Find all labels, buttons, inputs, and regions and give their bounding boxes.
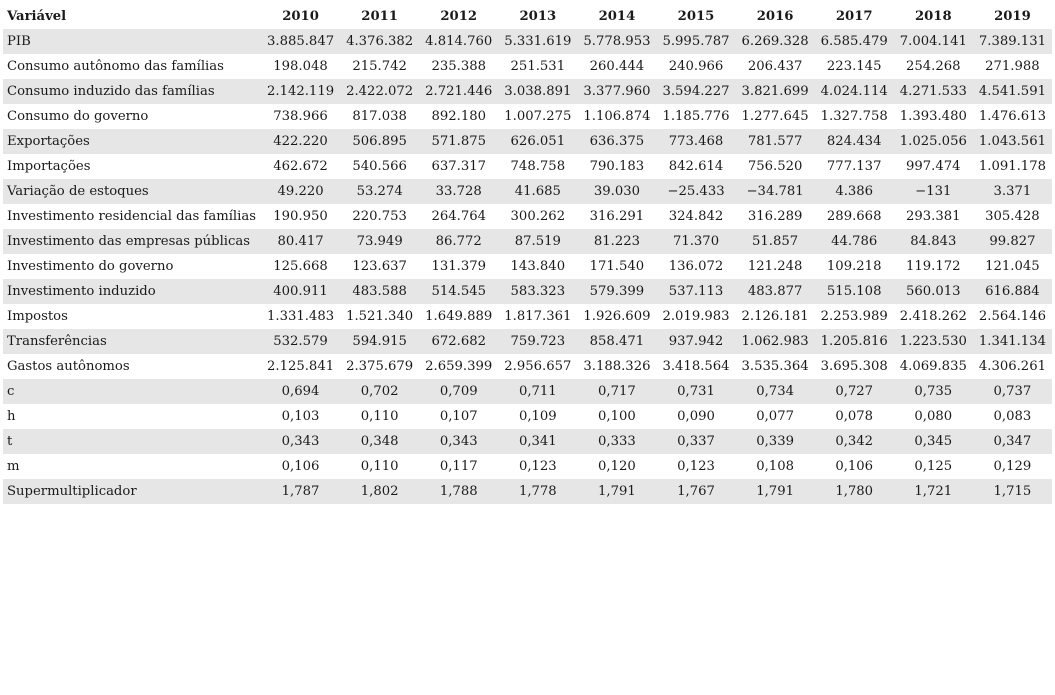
table-cell: 0,106 — [261, 454, 340, 479]
table-cell: 0,123 — [498, 454, 577, 479]
table-cell: 777.137 — [815, 154, 894, 179]
table-cell: 594.915 — [340, 329, 419, 354]
table-cell: 2.125.841 — [261, 354, 340, 379]
table-cell: 4.541.591 — [973, 79, 1052, 104]
table-cell: 324.842 — [656, 204, 735, 229]
table-cell: 0,734 — [736, 379, 815, 404]
table-cell: 1,715 — [973, 479, 1052, 504]
table-cell: 636.375 — [577, 129, 656, 154]
table-cell: 41.685 — [498, 179, 577, 204]
table-cell: 1.025.056 — [894, 129, 973, 154]
table-cell: 3.885.847 — [261, 29, 340, 54]
data-table — [3, 4, 1052, 504]
table-cell: 0,110 — [340, 404, 419, 429]
table-cell: 759.723 — [498, 329, 577, 354]
table-cell: 0,694 — [261, 379, 340, 404]
column-header-year: 2014 — [598, 9, 636, 24]
table-cell: 2.721.446 — [419, 79, 498, 104]
table-cell: 1.062.983 — [736, 329, 815, 354]
table-cell: 2.564.146 — [973, 304, 1052, 329]
table-cell: 0,108 — [736, 454, 815, 479]
table-cell: 125.668 — [261, 254, 340, 279]
table-cell: 773.468 — [656, 129, 735, 154]
table-row — [3, 304, 1052, 329]
table-cell: 579.399 — [577, 279, 656, 304]
table-cell: 4.069.835 — [894, 354, 973, 379]
table-cell: 3.418.564 — [656, 354, 735, 379]
table-cell: 190.950 — [261, 204, 340, 229]
table-cell: 1.476.613 — [973, 104, 1052, 129]
table-cell: 0,343 — [419, 429, 498, 454]
table-row — [3, 254, 1052, 279]
table-cell: 0,117 — [419, 454, 498, 479]
table-cell: 1.205.816 — [815, 329, 894, 354]
table-cell: 5.995.787 — [656, 29, 735, 54]
table-cell: 748.758 — [498, 154, 577, 179]
table-cell: 0,348 — [340, 429, 419, 454]
table-row — [3, 404, 1052, 429]
table-cell: 0,100 — [577, 404, 656, 429]
table-cell: 1.277.645 — [736, 104, 815, 129]
table-cell: 3.695.308 — [815, 354, 894, 379]
table-cell: 223.145 — [815, 54, 894, 79]
table-cell: 422.220 — [261, 129, 340, 154]
table-cell: 1,721 — [894, 479, 973, 504]
table-cell: 0,123 — [656, 454, 735, 479]
table-cell: 0,702 — [340, 379, 419, 404]
table-cell: 3.535.364 — [736, 354, 815, 379]
table-cell: 858.471 — [577, 329, 656, 354]
table-cell: 1,780 — [815, 479, 894, 504]
table-cell: 1.331.483 — [261, 304, 340, 329]
table-cell: 1,778 — [498, 479, 577, 504]
table-cell: −34.781 — [736, 179, 815, 204]
table-cell: 7.004.141 — [894, 29, 973, 54]
table-row — [3, 329, 1052, 354]
table-cell: 215.742 — [340, 54, 419, 79]
table-cell: 6.585.479 — [815, 29, 894, 54]
table-cell: 626.051 — [498, 129, 577, 154]
table-row — [3, 354, 1052, 379]
table-cell: 3.038.891 — [498, 79, 577, 104]
table-cell: 756.520 — [736, 154, 815, 179]
table-cell: 0,337 — [656, 429, 735, 454]
table-cell: 0,120 — [577, 454, 656, 479]
table-cell: 1.327.758 — [815, 104, 894, 129]
table-cell: −131 — [894, 179, 973, 204]
table-cell: 515.108 — [815, 279, 894, 304]
column-header-variable: Variável — [7, 9, 67, 24]
table-cell: 1,802 — [340, 479, 419, 504]
table-cell: 300.262 — [498, 204, 577, 229]
row-label: Supermultiplicador — [3, 479, 261, 504]
table-cell: 4.814.760 — [419, 29, 498, 54]
table-cell: 483.588 — [340, 279, 419, 304]
table-row — [3, 479, 1052, 504]
table-cell: 537.113 — [656, 279, 735, 304]
table-cell: 0,106 — [815, 454, 894, 479]
table-cell: 2.019.983 — [656, 304, 735, 329]
row-label: Investimento induzido — [3, 279, 261, 304]
table-cell: 51.857 — [736, 229, 815, 254]
row-label: Investimento residencial das famílias — [3, 204, 261, 229]
table-cell: 0,339 — [736, 429, 815, 454]
table-cell: 143.840 — [498, 254, 577, 279]
header-row — [3, 4, 1052, 29]
table-cell: 6.269.328 — [736, 29, 815, 54]
table-cell: 2.142.119 — [261, 79, 340, 104]
table-cell: 4.386 — [815, 179, 894, 204]
table-cell: 109.218 — [815, 254, 894, 279]
table-cell: 0,735 — [894, 379, 973, 404]
table-cell: 817.038 — [340, 104, 419, 129]
table-cell: 1.393.480 — [894, 104, 973, 129]
table-row — [3, 279, 1052, 304]
table-cell: 0,125 — [894, 454, 973, 479]
table-cell: 131.379 — [419, 254, 498, 279]
table-cell: 937.942 — [656, 329, 735, 354]
table-cell: 738.966 — [261, 104, 340, 129]
table-cell: 80.417 — [261, 229, 340, 254]
table-row — [3, 429, 1052, 454]
table-cell: 0,341 — [498, 429, 577, 454]
table-cell: 293.381 — [894, 204, 973, 229]
row-label: Importações — [3, 154, 261, 179]
column-header-year: 2016 — [756, 9, 794, 24]
table-cell: 1.043.561 — [973, 129, 1052, 154]
table-cell: 1.106.874 — [577, 104, 656, 129]
column-header-year: 2019 — [994, 9, 1031, 24]
table-cell: 506.895 — [340, 129, 419, 154]
table-cell: 2.375.679 — [340, 354, 419, 379]
row-label: Impostos — [3, 304, 261, 329]
table-cell: 1.007.275 — [498, 104, 577, 129]
table-cell: 254.268 — [894, 54, 973, 79]
table-cell: 39.030 — [577, 179, 656, 204]
table-cell: 240.966 — [656, 54, 735, 79]
table-cell: −25.433 — [656, 179, 735, 204]
table-cell: 0,077 — [736, 404, 815, 429]
table-cell: 3.821.699 — [736, 79, 815, 104]
table-cell: 3.371 — [973, 179, 1052, 204]
table-cell: 0,727 — [815, 379, 894, 404]
table-cell: 637.317 — [419, 154, 498, 179]
table-cell: 781.577 — [736, 129, 815, 154]
table-cell: 560.013 — [894, 279, 973, 304]
table-cell: 514.545 — [419, 279, 498, 304]
table-cell: 99.827 — [973, 229, 1052, 254]
table-cell: 0,737 — [973, 379, 1052, 404]
table-cell: 3.594.227 — [656, 79, 735, 104]
table-cell: 0,345 — [894, 429, 973, 454]
table-cell: 271.988 — [973, 54, 1052, 79]
table-row — [3, 29, 1052, 54]
table-cell: 483.877 — [736, 279, 815, 304]
table-cell: 0,333 — [577, 429, 656, 454]
row-label: Variação de estoques — [3, 179, 261, 204]
row-label: h — [3, 404, 261, 429]
table-cell: 583.323 — [498, 279, 577, 304]
table-cell: 121.045 — [973, 254, 1052, 279]
table-cell: 4.376.382 — [340, 29, 419, 54]
table-cell: 53.274 — [340, 179, 419, 204]
table-header — [3, 4, 1052, 29]
table-cell: 2.253.989 — [815, 304, 894, 329]
table-row — [3, 129, 1052, 154]
table-cell: 540.566 — [340, 154, 419, 179]
table-cell: 305.428 — [973, 204, 1052, 229]
table-cell: 316.291 — [577, 204, 656, 229]
table-cell: 87.519 — [498, 229, 577, 254]
table-cell: 400.911 — [261, 279, 340, 304]
table-cell: 73.949 — [340, 229, 419, 254]
table-cell: 0,110 — [340, 454, 419, 479]
row-label: Investimento das empresas públicas — [3, 229, 261, 254]
table-cell: 0,347 — [973, 429, 1052, 454]
table-cell: 824.434 — [815, 129, 894, 154]
table-cell: 1,767 — [656, 479, 735, 504]
table-cell: 892.180 — [419, 104, 498, 129]
table-row — [3, 454, 1052, 479]
column-header-year: 2010 — [282, 9, 319, 24]
row-label: m — [3, 454, 261, 479]
table-cell: 44.786 — [815, 229, 894, 254]
row-label: Gastos autônomos — [3, 354, 261, 379]
table-cell: 842.614 — [656, 154, 735, 179]
table-cell: 0,129 — [973, 454, 1052, 479]
table-cell: 220.753 — [340, 204, 419, 229]
row-label: Exportações — [3, 129, 261, 154]
table-cell: 462.672 — [261, 154, 340, 179]
table-cell: 0,107 — [419, 404, 498, 429]
table-cell: 0,343 — [261, 429, 340, 454]
table-cell: 1.185.776 — [656, 104, 735, 129]
table-row — [3, 204, 1052, 229]
table-cell: 616.884 — [973, 279, 1052, 304]
table-cell: 171.540 — [577, 254, 656, 279]
table-cell: 0,083 — [973, 404, 1052, 429]
table-cell: 1.926.609 — [577, 304, 656, 329]
table-cell: 0,717 — [577, 379, 656, 404]
table-row — [3, 229, 1052, 254]
table-row — [3, 379, 1052, 404]
table-cell: 0,109 — [498, 404, 577, 429]
table-cell: 1,791 — [736, 479, 815, 504]
table-cell: 2.418.262 — [894, 304, 973, 329]
table-cell: 4.306.261 — [973, 354, 1052, 379]
table-cell: 123.637 — [340, 254, 419, 279]
column-header-year: 2015 — [677, 9, 715, 24]
table-cell: 0,342 — [815, 429, 894, 454]
table-cell: 206.437 — [736, 54, 815, 79]
table-cell: 84.843 — [894, 229, 973, 254]
row-label: t — [3, 429, 261, 454]
table-row — [3, 54, 1052, 79]
column-header-year: 2012 — [440, 9, 478, 24]
table-cell: 571.875 — [419, 129, 498, 154]
table-cell: 198.048 — [261, 54, 340, 79]
table-cell: 1.091.178 — [973, 154, 1052, 179]
table-cell: 0,080 — [894, 404, 973, 429]
table-cell: 997.474 — [894, 154, 973, 179]
row-label: Transferências — [3, 329, 261, 354]
row-label: Consumo induzido das famílias — [3, 79, 261, 104]
column-header-year: 2013 — [519, 9, 557, 24]
table-cell: 1,788 — [419, 479, 498, 504]
table-cell: 3.188.326 — [577, 354, 656, 379]
table-row — [3, 154, 1052, 179]
table-cell: 289.668 — [815, 204, 894, 229]
table-cell: 1.521.340 — [340, 304, 419, 329]
table-cell: 0,709 — [419, 379, 498, 404]
table-cell: 2.422.072 — [340, 79, 419, 104]
table-cell: 7.389.131 — [973, 29, 1052, 54]
column-header-year: 2018 — [914, 9, 952, 24]
table-row — [3, 179, 1052, 204]
table-cell: 119.172 — [894, 254, 973, 279]
table-cell: 260.444 — [577, 54, 656, 79]
table-cell: 251.531 — [498, 54, 577, 79]
table-cell: 4.271.533 — [894, 79, 973, 104]
table-cell: 1,791 — [577, 479, 656, 504]
table-cell: 5.331.619 — [498, 29, 577, 54]
table-cell: 672.682 — [419, 329, 498, 354]
table-cell: 0,711 — [498, 379, 577, 404]
table-cell: 2.956.657 — [498, 354, 577, 379]
table-cell: 4.024.114 — [815, 79, 894, 104]
table-cell: 1,787 — [261, 479, 340, 504]
table-cell: 316.289 — [736, 204, 815, 229]
table-cell: 1.649.889 — [419, 304, 498, 329]
table-cell: 264.764 — [419, 204, 498, 229]
table-row — [3, 104, 1052, 129]
column-header-year: 2011 — [361, 9, 398, 24]
table-cell: 235.388 — [419, 54, 498, 79]
table-cell: 790.183 — [577, 154, 656, 179]
table-cell: 121.248 — [736, 254, 815, 279]
table-cell: 0,090 — [656, 404, 735, 429]
column-header-year: 2017 — [835, 9, 873, 24]
table-cell: 86.772 — [419, 229, 498, 254]
row-label: Investimento do governo — [3, 254, 261, 279]
table-cell: 1.223.530 — [894, 329, 973, 354]
table-row — [3, 79, 1052, 104]
table-cell: 0,731 — [656, 379, 735, 404]
table-cell: 2.126.181 — [736, 304, 815, 329]
row-label: Consumo autônomo das famílias — [3, 54, 261, 79]
table-cell: 3.377.960 — [577, 79, 656, 104]
table-cell: 49.220 — [261, 179, 340, 204]
table-cell: 2.659.399 — [419, 354, 498, 379]
row-label: c — [3, 379, 261, 404]
table-body — [3, 29, 1052, 504]
row-label: Consumo do governo — [3, 104, 261, 129]
table-cell: 81.223 — [577, 229, 656, 254]
row-label: PIB — [3, 29, 261, 54]
table-cell: 532.579 — [261, 329, 340, 354]
table-cell: 33.728 — [419, 179, 498, 204]
table-cell: 5.778.953 — [577, 29, 656, 54]
table-cell: 0,078 — [815, 404, 894, 429]
table-cell: 1.817.361 — [498, 304, 577, 329]
table-cell: 1.341.134 — [973, 329, 1052, 354]
table-cell: 0,103 — [261, 404, 340, 429]
table-cell: 71.370 — [656, 229, 735, 254]
table-cell: 136.072 — [656, 254, 735, 279]
